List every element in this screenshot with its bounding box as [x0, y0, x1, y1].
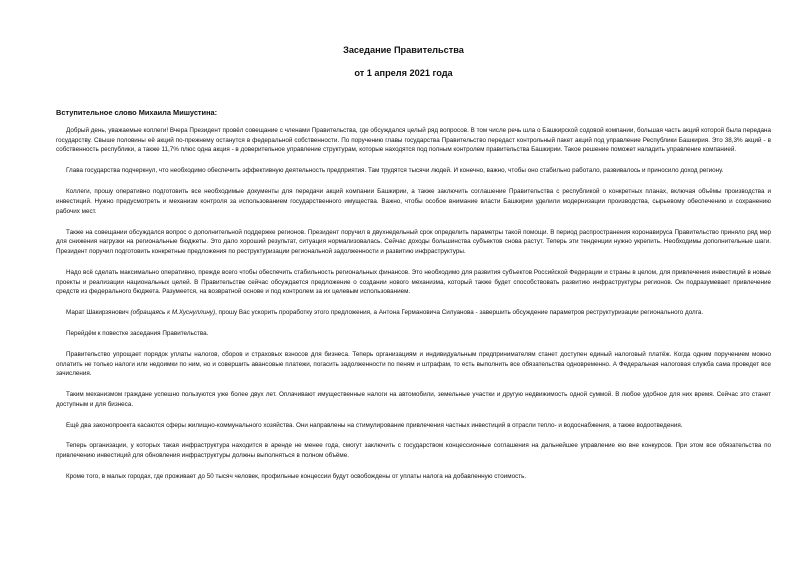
paragraph-italic-remark: (обращаясь к М.Хуснуллину): [130, 309, 216, 317]
document-title: Заседание Правительства: [343, 45, 464, 55]
paragraph: Также на совещании обсуждался вопрос о дополнительной поддержке регионов. Президент поручил в двухнедельный срок определить параметры такой помощи. В период распространения коронавируса Правительство приняло ряд мер для снижения нагрузки на региональные бюджеты. Это дало хороший результат, ситуация нормализовалась. Сейчас доходы большинства субъектов снова растут. Теперь эти тенденции нужно укрепить. Необходимы дополнительные шаги. Президент поручил подготовить конкретные предложения по реструктуризации региональной задолженности и развитию инфраструктуры.: [56, 228, 771, 255]
paragraph: Перейдём к повестке заседания Правительства.: [66, 330, 209, 338]
paragraph: Таким механизмом граждане успешно пользуются уже более двух лет. Оплачивают имущественные налоги на автомобили, земельные участки и другую недвижимость одной суммой. В любое удобное для них время. Сейчас это станет доступным и для бизнеса.: [56, 391, 771, 408]
paragraph: Надо всё сделать максимально оперативно, прежде всего чтобы обеспечить стабильность региональных финансов. Это необходимо для развития субъектов Российской Федерации и страны в целом, для привлечения инвестиций в новые проекты и реализации национальных целей. В Правительстве сейчас обсуждается предложение о создании нового механизма, который также будет способствовать развитию инфраструктуры регионов. Он подразумевает привлечение средств из федерального бюджета. Разумеется, на возвратной основе и под контролем за их целевым использованием.: [56, 268, 771, 296]
document-body: [56, 126, 771, 493]
paragraph: Кроме того, в малых городах, где проживает до 50 тысяч человек, профильные концессии будут освобождены от уплаты налога на добавленную стоимость.: [66, 473, 527, 481]
paragraph: Теперь организации, у которых такая инфраструктура находится в аренде не менее года, смогут заключить с государством концессионные соглашения на дальнейшее управление ею вне конкурсов. При этом все обязательства по привлечению инвестиций для обновления инфраструктуры должны выполняться в полном объёме.: [56, 442, 771, 460]
speaker-heading: Вступительное слово Михаила Мишустина:: [56, 108, 218, 117]
paragraph-text: , прошу Вас ускорить проработку этого предложения, а Антона Германовича Силуанова - завершить обсуждение параметров реструктуризации регионального долга.: [215, 309, 704, 317]
title-block: [0, 44, 807, 79]
paragraph: [56, 308, 771, 318]
document-date: от 1 апреля 2021 года: [354, 68, 453, 78]
paragraph: Ещё два законопроекта касаются сферы жилищно-коммунального хозяйства. Они направлены на стимулирование привлечения частных инвестиций в отрасли тепло- и водоснабжения, а также водоотведения.: [66, 421, 683, 429]
paragraph: Добрый день, уважаемые коллеги! Вчера Президент провёл совещание с членами Правительства, где обсуждался целый ряд вопросов. В том числе речь шла о Башкирской содовой компании, большая часть акций которой была передана государству. Свыше половины её акций по-прежнему останутся в федеральной собственности. По поручению главы государства Правительство передаст контрольный пакет акций под управление Республики Башкирия. Это 38,3% акций - в собственность республики, а также 11,7% плюс одна акция - в доверительное управление структурам, которые находятся под полным контролем правительства Башкирии. Такое решение поможет наладить управление компанией.: [56, 127, 771, 154]
paragraph-text: Марат Шакирзянович: [66, 309, 131, 317]
paragraph: Правительство упрощает порядок уплаты налогов, сборов и страховых взносов для бизнеса. Теперь организациям и индивидуальным предпринимателям станет доступен единый налоговый платёж. Когда одним поручением можно оплатить не только налоги или недоимки по ним, но и совершить авансовые платежи, погасить задолженности по пеням и штрафам, то есть выполнить все обязательства одновременно. А Федеральная налоговая служба сама проведет все зачисления.: [56, 350, 771, 378]
paragraph: Коллеги, прошу оперативно подготовить все необходимые документы для передачи акций компании Башкирии, а также заключить соглашение Правительства с республикой о конкретных планах, включая объёмы производства и инвестиций. Нужно предусмотреть и механизм контроля за использованием государственного имущества. Важно, чтобы особое внимание власти Башкирии уделили модернизации производства, сырьевому обеспечению и сохранению рабочих мест.: [56, 188, 771, 215]
paragraph: Глава государства подчеркнул, что необходимо обеспечить эффективную деятельность предприятия. Там трудятся тысячи людей. И конечно, важно, чтобы оно стабильно работало, развивалось и приносило доход региону.: [66, 167, 724, 175]
